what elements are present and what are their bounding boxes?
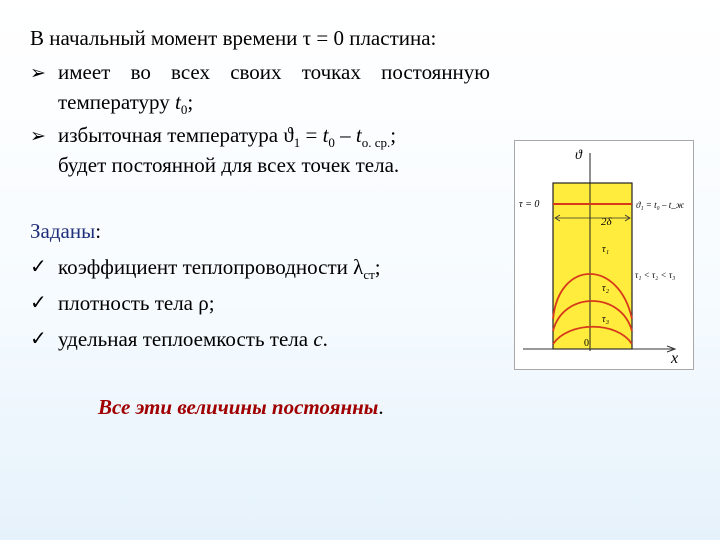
t-variable: t — [322, 123, 329, 147]
given-item-text: плотность тела — [58, 291, 199, 315]
check-bullet-icon: ✓ — [30, 290, 47, 314]
t-env-subscript: о. ср. — [361, 135, 391, 151]
intro-text-1: В начальный момент времени — [30, 26, 303, 50]
lambda-symbol: λ — [353, 255, 364, 279]
given-item-text: коэффициент теплопроводности — [58, 255, 354, 279]
given-heading — [30, 218, 101, 244]
semicolon: ; — [390, 123, 397, 147]
c-symbol: c — [313, 327, 323, 351]
arrow-bullet-icon: ➢ — [30, 125, 46, 147]
bullet-1-text: температуру — [58, 90, 175, 114]
conclusion — [98, 394, 384, 420]
given-colon: : — [95, 219, 102, 243]
x-axis-label: x — [671, 350, 679, 367]
given-heading-text: Заданы — [30, 219, 96, 243]
origin-label: 0 — [584, 338, 589, 349]
tau0-label: τ = 0 — [519, 199, 540, 210]
theta-subscript: 1 — [293, 135, 301, 151]
tau-symbol: τ — [302, 26, 312, 50]
tau3-label: τ₃ — [602, 314, 610, 325]
tau-order-label: τ₁ < τ₂ < τ₃ — [635, 270, 676, 280]
given-item-2 — [58, 290, 215, 316]
tau2-label: τ₂ — [602, 283, 610, 294]
check-bullet-icon: ✓ — [30, 326, 47, 350]
arrow-bullet-icon: ➢ — [30, 62, 46, 84]
y-axis-label: ϑ — [575, 148, 582, 163]
given-item-1 — [58, 254, 381, 288]
intro-line — [30, 25, 436, 51]
equals: = — [300, 123, 323, 147]
bullet-1-line-2 — [58, 89, 193, 123]
conclusion-text: Все эти величины постоянны — [98, 395, 379, 419]
semicolon: ; — [374, 255, 381, 279]
bullet-2-text: избыточная температура — [58, 123, 284, 147]
theta-initial-label: ϑ₁ = t₀ – t_ж — [636, 200, 685, 210]
semicolon: ; — [208, 291, 215, 315]
period: . — [322, 327, 328, 351]
rho-symbol: ρ — [198, 291, 209, 315]
t-variable: t — [175, 90, 181, 114]
plate-rect — [553, 183, 632, 349]
t-variable: t — [355, 123, 362, 147]
t-subscript: 0 — [328, 135, 335, 151]
theta-symbol: ϑ — [283, 123, 294, 147]
lambda-subscript: ст — [363, 267, 375, 283]
plate-temperature-figure — [514, 140, 694, 370]
figure-svg — [515, 141, 693, 369]
width-label: 2δ — [601, 216, 612, 228]
bullet-1-line-1: имеет во всех своих точках постоянную — [58, 60, 490, 84]
bullet-2-line-2: будет постоянной для всех точек тела. — [58, 153, 400, 177]
check-bullet-icon: ✓ — [30, 254, 47, 278]
semicolon: ; — [187, 90, 194, 114]
conclusion-period: . — [378, 395, 384, 419]
intro-text-2: = 0 пластина: — [311, 26, 437, 50]
minus: – — [334, 123, 356, 147]
tau1-label: τ₁ — [602, 244, 610, 255]
given-item-3 — [58, 326, 328, 352]
given-item-text: удельная теплоемкость тела — [58, 327, 314, 351]
t-subscript: 0 — [180, 102, 188, 118]
